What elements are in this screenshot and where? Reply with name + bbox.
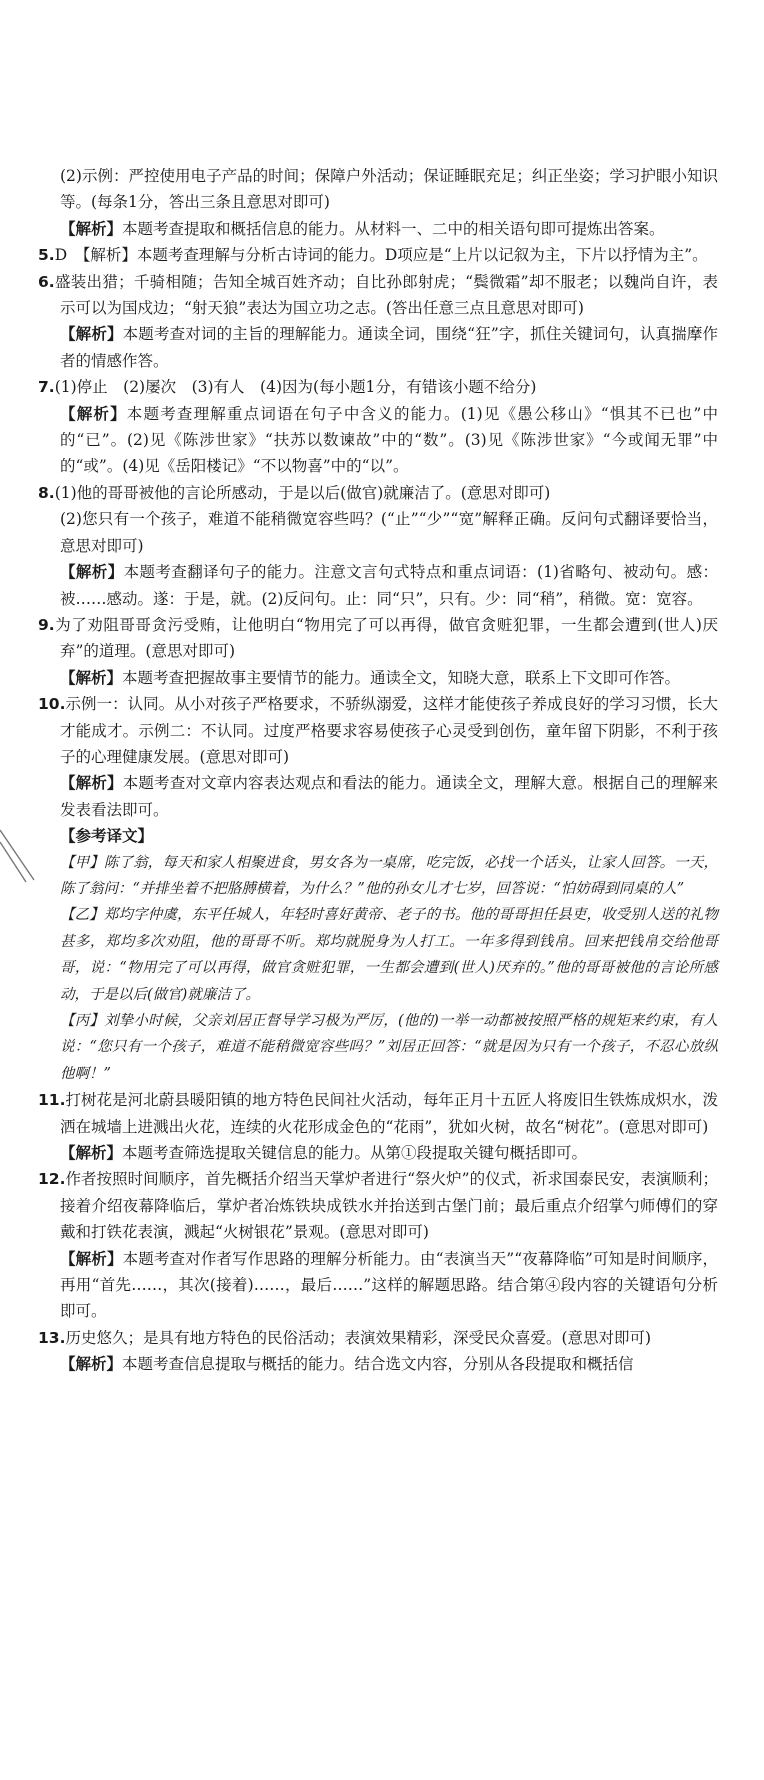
analysis-tag: 【解析】 <box>60 1355 123 1374</box>
answer-text: 作者按照时间顺序，首先概括介绍当天掌炉者进行“祭火炉”的仪式，祈求国泰民安，表演顺利；接着介绍夜幕降临后，掌炉者冶炼铁块成铁水并抬送到古堡门前；最后重点介绍掌勺师傅们的穿戴和打铁花表演，溅起“火树银花”景观。(意思对即可) <box>60 1170 718 1242</box>
answer-subitem: (2)您只有一个孩子，难道不能稍微宽容些吗？(“止”“少”“宽”解释正确。反问句式翻译要恰当，意思对即可) <box>60 510 718 555</box>
analysis-text: 本题考查翻译句子的能力。注意文言句式特点和重点词语：(1)省略句、被动句。感：被……感动。遂：于是，就。(2)反问句。止：同“只”，只有。少：同“稍”，稍微。宽：宽容。 <box>60 563 718 608</box>
question-number: 8. <box>38 483 55 502</box>
analysis-paragraph <box>38 321 718 374</box>
analysis-paragraph <box>38 1351 718 1377</box>
question-answer <box>38 691 718 770</box>
analysis-paragraph <box>38 1140 718 1166</box>
answer-text: 历史悠久；是具有地方特色的民俗活动；表演效果精彩，深受民众喜爱。(意思对即可) <box>65 1328 652 1347</box>
question-answer <box>38 1325 718 1351</box>
answer-text: (1)停止 (2)屡次 (3)有人 (4)因为(每小题1分，有错该小题不给分) <box>54 378 537 397</box>
analysis-paragraph <box>38 665 718 691</box>
translation-paragraph: 【丙】刘挚小时候，父亲刘居正督导学习极为严厉，(他的)一举一动都被按照严格的规矩来约束，有人说：“您只有一个孩子，难道不能稍微宽容些吗？”刘居正回答：“就是因为只有一个孩子，不忍心放纵他啊！” <box>60 1013 718 1082</box>
analysis-tag: 【解析】 <box>60 1249 123 1268</box>
analysis-tag: 【解析】 <box>60 404 127 423</box>
question-number: 12. <box>38 1170 66 1189</box>
analysis-text: 本题考查把握故事主要情节的能力。通读全文，知晓大意，联系上下文即可作答。 <box>122 668 681 687</box>
analysis-paragraph <box>38 401 718 480</box>
analysis-tag: 【解析】 <box>60 774 123 793</box>
question-number: 13. <box>38 1328 66 1347</box>
analysis-text: 本题考查信息提取与概括的能力。结合选文内容，分别从各段提取和概括信 <box>122 1355 634 1374</box>
question-number: 10. <box>38 695 66 714</box>
question-answer <box>38 269 718 322</box>
analysis-paragraph <box>38 559 718 612</box>
question-number: 7. <box>38 378 55 397</box>
analysis-paragraph <box>38 216 718 242</box>
analysis-tag: 【解析】 <box>60 325 123 344</box>
question-number: 11. <box>38 1091 66 1110</box>
translation-paragraph: 【乙】郑均字仲虞，东平任城人，年轻时喜好黄帝、老子的书。他的哥哥担任县吏，收受别人送的礼物甚多，郑均多次劝阻，他的哥哥不听。郑均就脱身为人打工。一年多得到钱帛。回来把钱帛交给他哥哥，说：“物用完了可以再得，做官贪赃犯罪，一生都会遭到(世人)厌弃的。”他的哥哥被他的言论所感动，于是以后(做官)就廉洁了。 <box>60 907 718 1003</box>
question-answer <box>38 374 718 400</box>
answer-text: 为了劝阻哥哥贪污受贿，让他明白“物用完了可以再得，做官贪赃犯罪，一生都会遭到(世人)厌弃”的道理。(意思对即可) <box>54 615 718 661</box>
answer-text: (1)他的哥哥被他的言论所感动，于是以后(做官)就廉洁了。(意思对即可) <box>54 483 551 502</box>
answer-subitem: (2)示例：严控使用电子产品的时间；保障户外活动；保证睡眠充足；纠正坐姿；学习护眼小知识等。(每条1分，答出三条且意思对即可) <box>60 167 718 212</box>
question-answer <box>38 242 718 268</box>
question-answer <box>38 1087 718 1140</box>
analysis-paragraph <box>38 1246 718 1325</box>
analysis-text: 本题考查提取和概括信息的能力。从材料一、二中的相关语句即可提炼出答案。 <box>122 219 665 238</box>
analysis-text: 本题考查对词的主旨的理解能力。通读全词，围绕“狂”字，抓住关键词句，认真揣摩作者的情感作答。 <box>60 325 718 370</box>
analysis-tag: 【解析】 <box>60 1144 123 1163</box>
question-answer <box>38 612 718 665</box>
translation-paragraph: 【甲】陈了翁，每天和家人相聚进食，男女各为一桌席，吃完饭，必找一个话头，让家人回答。一天，陈了翁问：“并排坐着不把胳膊横着，为什么？”他的孙女儿才七岁，回答说：“怕妨碍到同桌的人” <box>60 854 718 897</box>
question-number: 9. <box>38 615 55 634</box>
analysis-text: 本题考查对文章内容表达观点和看法的能力。通读全文，理解大意。根据自己的理解来发表看法即可。 <box>60 774 718 819</box>
answer-text: 示例一：认同。从小对孩子严格要求，不骄纵溺爱，这样才能使孩子养成良好的学习习惯，长大才能成才。示例二：不认同。过度严格要求容易使孩子心灵受到创伤，童年留下阴影，不利于孩子的心理健康发展。(意思对即可) <box>60 695 718 766</box>
question-answer <box>38 480 718 506</box>
question-number: 5. <box>38 246 55 265</box>
question-answer <box>38 1166 718 1245</box>
answer-text: D 【解析】本题考查理解与分析古诗词的能力。D项应是“上片以记叙为主，下片以抒情为主”。 <box>54 246 708 265</box>
analysis-tag: 【解析】 <box>60 219 123 238</box>
question-number: 6. <box>38 272 55 291</box>
answer-text-body <box>38 163 718 1378</box>
analysis-tag: 【解析】 <box>60 563 124 582</box>
analysis-text: 本题考查筛选提取关键信息的能力。从第①段提取关键句概括即可。 <box>122 1144 588 1163</box>
answer-text: 盛装出猎；千骑相随；告知全城百姓齐动；自比孙郎射虎；“鬓微霜”却不服老；以魏尚自许，表示可以为国戍边；“射天狼”表达为国立功之志。(答出任意三点且意思对即可) <box>54 272 718 318</box>
analysis-text: 本题考查对作者写作思路的理解分析能力。由“表演当天”“夜幕降临”可知是时间顺序，再用“首先……，其次(接着)……，最后……”这样的解题思路。结合第④段内容的关键语句分析即可。 <box>60 1249 718 1321</box>
analysis-paragraph <box>38 770 718 823</box>
analysis-tag: 【解析】 <box>60 668 123 687</box>
answer-text: 打树花是河北蔚县暖阳镇的地方特色民间社火活动，每年正月十五匠人将废旧生铁炼成炽水，泼洒在城墙上进溅出火花，连续的火花形成金色的“花雨”，犹如火树，故名“树花”。(意思对即可) <box>60 1091 718 1136</box>
reference-translation-title: 【参考译文】 <box>60 827 154 846</box>
analysis-text: 本题考查理解重点词语在句子中含义的能力。(1)见《愚公移山》“惧其不已也”中的“已”。(2)见《陈涉世家》“扶苏以数谏故”中的“数”。(3)见《陈涉世家》“今或闻无罪”中的“或”。(4)见《岳阳楼记》“不以物喜”中的“以”。 <box>60 404 718 476</box>
